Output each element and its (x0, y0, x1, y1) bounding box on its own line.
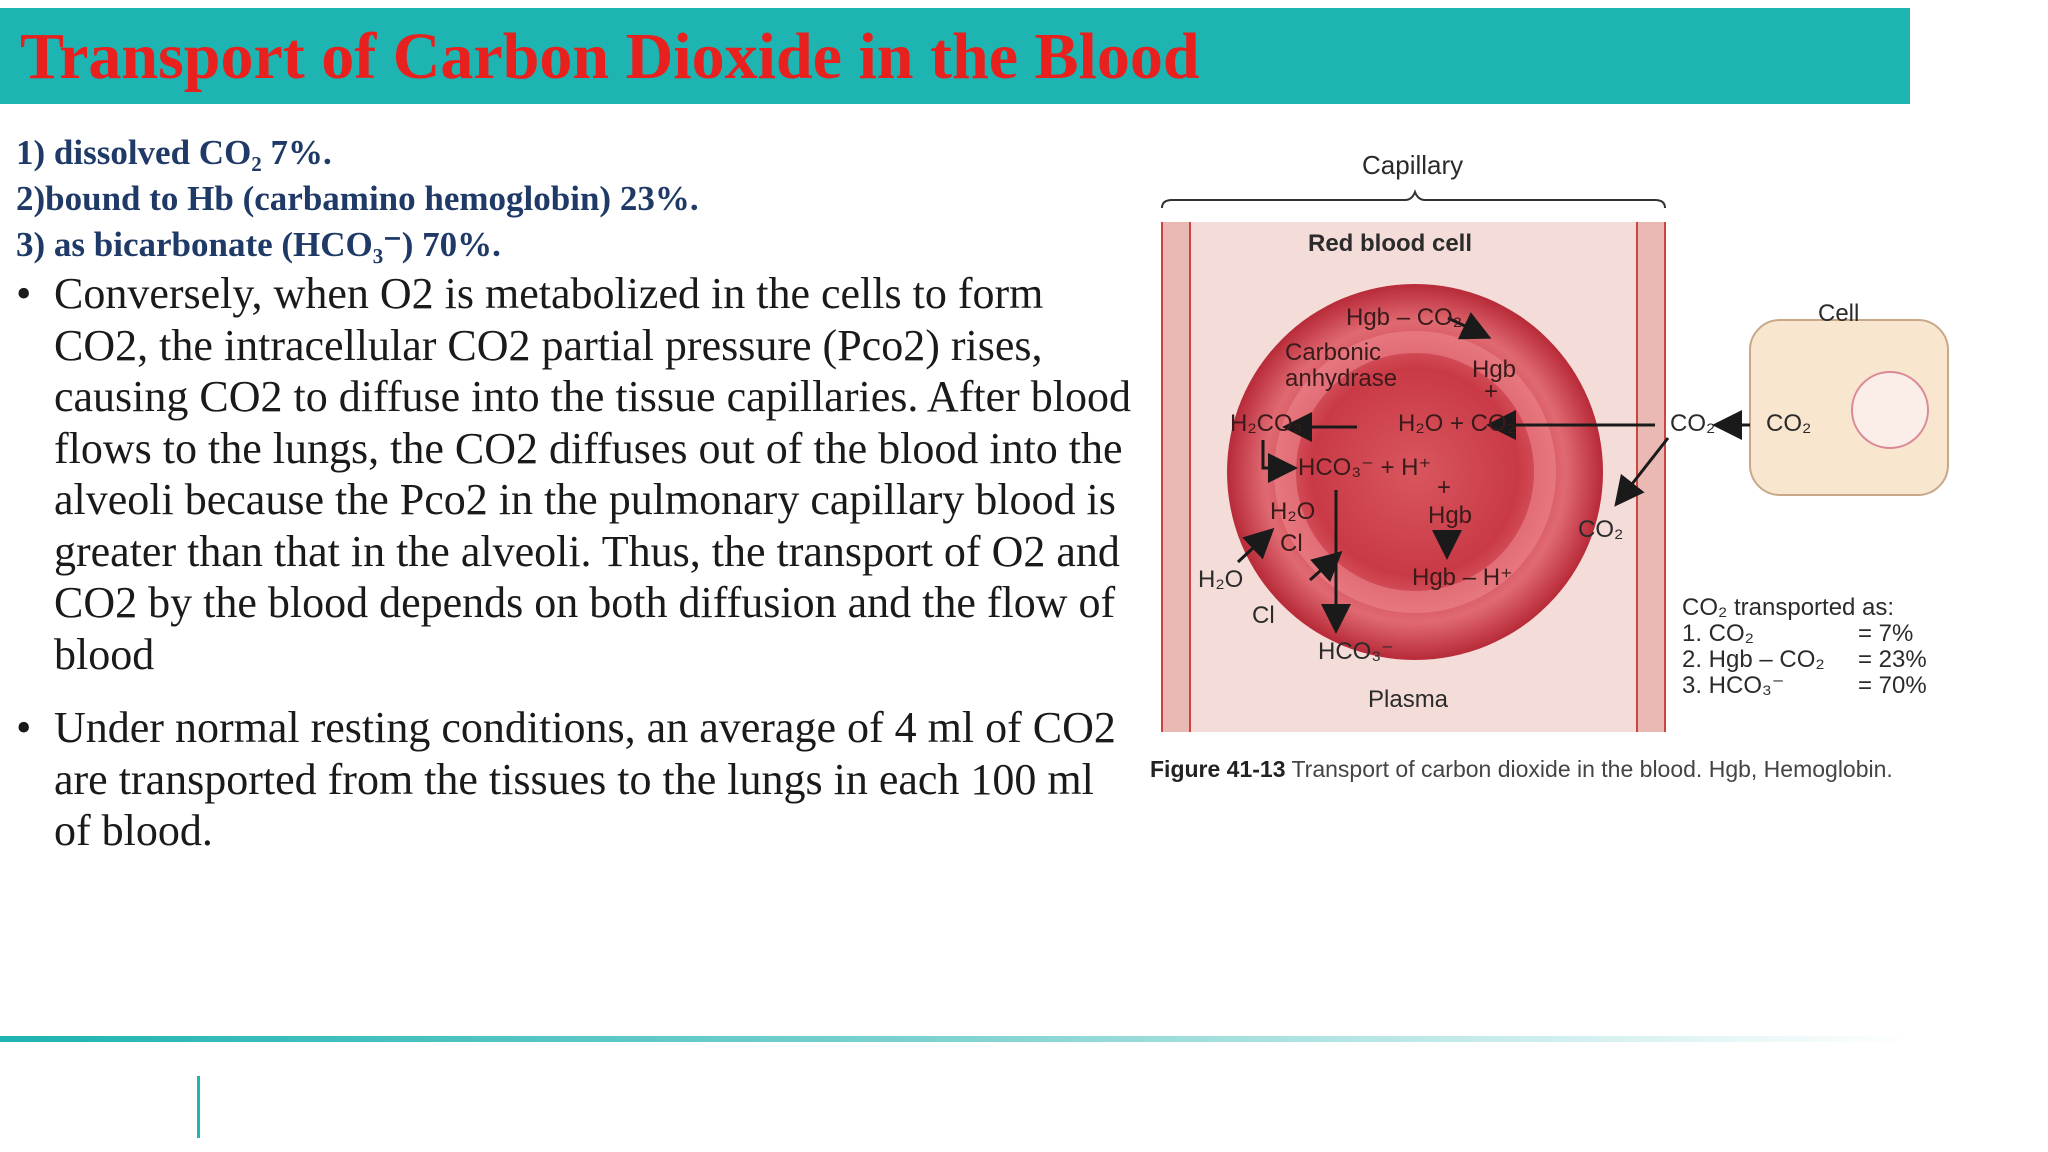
figure-caption (1150, 752, 1970, 786)
label-hgb-h: Hgb – H⁺ (1412, 564, 1513, 591)
label-hco3: HCO₃⁻ (1318, 638, 1394, 665)
legend-item-2-value: = 23% (1858, 646, 1927, 673)
label-h2o-plus-co2: H₂O + CO₂ (1398, 410, 1516, 437)
label-red-blood-cell: Red blood cell (1308, 230, 1473, 257)
legend-item-1-value: = 7% (1858, 620, 1914, 647)
label-cl-inner: Cl (1280, 530, 1303, 557)
caption-label: Figure 41-13 (1150, 756, 1286, 782)
label-hgb-mid: Hgb (1428, 502, 1473, 529)
label-h2co3: H₂CO₃ (1230, 410, 1303, 437)
label-h2o-outer: H₂O (1198, 566, 1244, 593)
label-cell: Cell (1818, 300, 1860, 327)
vertical-marker (197, 1076, 200, 1138)
legend-item-2-label: 2. Hgb – CO₂ (1682, 646, 1825, 673)
legend-title: CO₂ transported as: (1682, 594, 1895, 621)
label-hco3-plus-h: HCO₃⁻ + H⁺ (1298, 454, 1432, 481)
bullet-symbol: • (16, 703, 32, 752)
label-co2-diffusing: CO₂ (1578, 516, 1624, 543)
label-h2o-inner: H₂O (1270, 498, 1316, 525)
label-plasma: Plasma (1368, 686, 1449, 713)
label-plus-1: + (1484, 378, 1499, 405)
label-capillary: Capillary (1362, 150, 1464, 180)
label-plus-2: + (1437, 474, 1452, 501)
content-list (16, 130, 1136, 857)
label-co2-cell: CO₂ (1766, 410, 1812, 437)
legend-item-1-label: 1. CO₂ (1682, 620, 1754, 647)
numbered-item-1: 1) dissolved CO₂ 7%. (16, 133, 332, 172)
label-carbonic-anhydrase: Carbonic anhydrase (1285, 339, 1398, 392)
bullet-symbol: • (16, 269, 32, 318)
bullet-item-2 (16, 702, 1136, 857)
label-cl-outer: Cl (1252, 602, 1275, 629)
title-bar (0, 8, 1910, 104)
caption-text: Transport of carbon dioxide in the blood. Hgb, Hemoglobin. (1285, 756, 1893, 782)
label-co2-entering: CO₂ (1670, 410, 1716, 437)
label-hgb-top: Hgb (1472, 356, 1517, 383)
figure-drawing (1150, 140, 1970, 740)
bullet-text-1: Conversely, when O2 is metabolized in the cells to form CO2, the intracellular CO2 partial pressure (Pco2) rises, causing CO2 to diffuse into the tissue capillaries. After blood flows to the lungs, the CO2 diffuses out of the blood into the alveoli because the Pco2 in the pulmonary capillary blood is greater than that in the alveoli. Thus, the transport of O2 and CO2 by the blood depends on both diffusion and the flow of blood (54, 269, 1131, 679)
bullet-item-1 (16, 268, 1136, 680)
bullet-text-2: Under normal resting conditions, an average of 4 ml of CO2 are transported from the tissues to the lungs in each 100 ml of blood. (54, 703, 1116, 855)
numbered-item-3: 3) as bicarbonate (HCO₃⁻) 70%. (16, 225, 501, 264)
co2-transport-figure (1150, 140, 1970, 840)
legend-item-3-value: = 70% (1858, 672, 1927, 699)
label-hgb-co2: Hgb – CO₂ (1346, 304, 1463, 331)
legend-item-3-label: 3. HCO₃⁻ (1682, 672, 1785, 699)
numbered-item-2: 2)bound to Hb (carbamino hemoglobin) 23%. (16, 179, 699, 218)
capillary-brace (1162, 192, 1665, 208)
bottom-divider (0, 1036, 1910, 1042)
slide-title: Transport of Carbon Dioxide in the Blood (20, 20, 1200, 93)
